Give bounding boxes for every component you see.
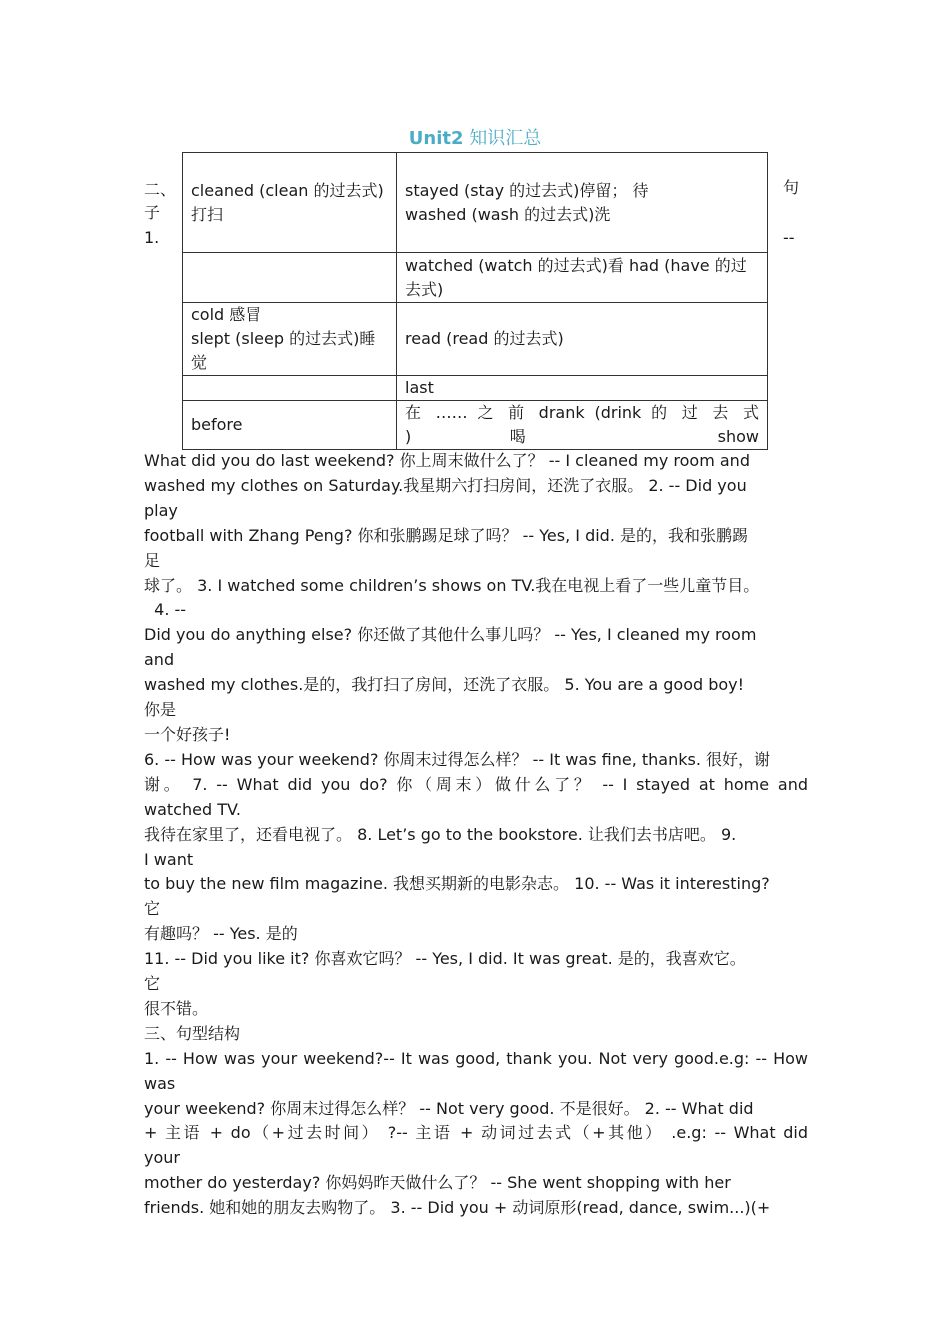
body-line: your	[144, 1148, 180, 1168]
margin-left-line3: 1.	[144, 228, 160, 247]
body-line: Did you do anything else? 你还做了其他什么事儿吗？ -- Yes, I cleaned my room	[144, 625, 757, 645]
body-line: your weekend? 你周末过得怎么样？ -- Not very good. 不是很好。 2. -- What did	[144, 1098, 754, 1118]
margin-left-line2: 子	[144, 203, 161, 222]
document-body	[144, 449, 808, 1221]
body-line: 11. -- Did you like it? 你喜欢它吗？ -- Yes, I did. It was great. 是的，我喜欢它。	[144, 949, 746, 969]
cell-text: last	[405, 378, 434, 397]
vocabulary-table	[182, 152, 768, 450]
vocab-cell-left	[183, 303, 397, 376]
body-line: 有趣吗？ -- Yes. 是的	[144, 924, 298, 944]
cell-text: stayed (stay 的过去式)停留； 待 washed (wash 的过去式)洗	[405, 180, 649, 224]
body-line: 1. -- How was your weekend?-- It was good, thank you. Not very good.e.g: -- How	[144, 1048, 808, 1068]
body-line: 谢。 7. -- What did you do? 你（周末）做什么了？ -- I stayed at home and	[144, 774, 808, 794]
cell-text: watched (watch 的过去式)看 had (have 的过去式)	[405, 255, 747, 299]
body-line: friends. 她和她的朋友去购物了。 3. -- Did you + 动词原形(read, dance, swim...)(+	[144, 1198, 771, 1218]
body-line: was	[144, 1073, 176, 1093]
section-heading: 三、句型结构	[144, 1023, 241, 1043]
vocab-cell-right	[397, 303, 768, 376]
margin-right-line2: --	[783, 228, 795, 247]
body-line: 一个好孩子!	[144, 724, 231, 744]
cell-text: before	[191, 415, 243, 434]
cell-text: cleaned (clean 的过去式)打扫	[191, 180, 384, 224]
vocab-cell-left	[183, 253, 397, 303]
body-line: play	[144, 500, 178, 520]
vocab-cell-right	[397, 401, 768, 450]
body-line: 球了。 3. I watched some children’s shows on TV.我在电视上看了一些儿童节目。	[144, 575, 760, 595]
margin-left-line1: 二、	[144, 180, 177, 199]
body-line: 足	[144, 550, 161, 570]
cell-text: read (read 的过去式)	[405, 329, 564, 348]
body-line: What did you do last weekend? 你上周末做什么了？ -- I cleaned my room and	[144, 451, 750, 470]
table-row	[183, 253, 768, 303]
body-line: 它	[144, 899, 161, 919]
table-row	[183, 153, 768, 253]
page-title	[0, 124, 950, 150]
vocab-cell-right	[397, 153, 768, 253]
body-line: mother do yesterday? 你妈妈昨天做什么了？ -- She went shopping with her	[144, 1173, 731, 1193]
vocab-cell-left	[183, 376, 397, 401]
body-line: 很不错。	[144, 998, 209, 1018]
body-line: watched TV.	[144, 799, 241, 819]
title-rest: 知识汇总	[463, 128, 542, 149]
body-line: 它	[144, 974, 161, 994]
body-line: 4. --	[144, 600, 187, 620]
body-line: 你是	[144, 700, 177, 720]
body-line: 我待在家里了，还看电视了。 8. Let’s go to the bookstore. 让我们去书店吧。 9.	[144, 824, 737, 844]
body-line: I want	[144, 849, 194, 869]
body-line: to buy the new film magazine. 我想买期新的电影杂志。 10. -- Was it interesting?	[144, 874, 770, 894]
table-row	[183, 303, 768, 376]
margin-right-line1: 句	[783, 178, 800, 197]
vocab-cell-left	[183, 401, 397, 450]
vocab-cell-left	[183, 153, 397, 253]
body-line: 6. -- How was your weekend? 你周末过得怎么样？ -- It was fine, thanks. 很好，谢	[144, 749, 771, 769]
table-row	[183, 401, 768, 450]
vocab-cell-right	[397, 376, 768, 401]
body-line: + 主语 + do（+过去时间） ?-- 主语 + 动词过去式（+其他） .e.g: -- What did	[144, 1123, 808, 1143]
body-line: washed my clothes on Saturday.我星期六打扫房间，还洗了衣服。 2. -- Did you	[144, 475, 747, 495]
body-line: and	[144, 650, 175, 670]
vocab-cell-right	[397, 253, 768, 303]
cell-text: cold 感冒 slept (sleep 的过去式)睡觉	[191, 305, 376, 372]
body-line: washed my clothes.是的，我打扫了房间，还洗了衣服。 5. You are a good boy!	[144, 675, 745, 695]
body-line: football with Zhang Peng? 你和张鹏踢足球了吗？ -- Yes, I did. 是的，我和张鹏踢	[144, 525, 748, 545]
title-unit: Unit2	[408, 128, 464, 149]
cell-text: 在 …… 之 前 drank (drink 的 过 去 式 ) 喝 show	[405, 403, 759, 446]
table-row	[183, 376, 768, 401]
